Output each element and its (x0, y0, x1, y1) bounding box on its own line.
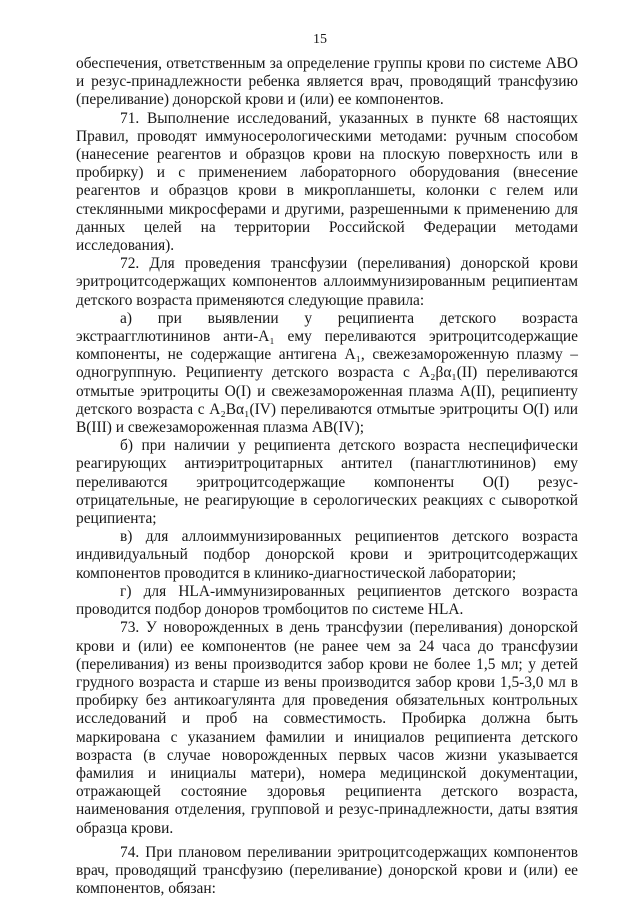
paragraph-71: 71. Выполнение исследований, указанных в пункте 68 настоящих Правил, проводят иммуносерологическими методами: ручным способом (нанесение реагентов и образцов крови на плоскую поверхность или в пробирку) и с применением лабораторного оборудования (внесение реагентов и образцов крови в микропланшеты, колонки с гелем или стеклянными микросферами и другими, разрешенными к применению для данных целей на территории Российской Федерации методами исследования). (76, 109, 578, 255)
paragraph-74: 74. При плановом переливании эритроцитсодержащих компонентов врач, проводящий трансфузию (переливание) донорской крови и (или) ее компонентов, обязан: (76, 843, 578, 898)
paragraph-continuation: обеспечения, ответственным за определение группы крови по системе АВО и резус-принадлежности ребенка является врач, проводящий трансфузию (переливание) донорской крови и (или) ее компонентов. (76, 55, 578, 109)
page-number: 15 (313, 32, 327, 47)
paragraph-72-a: а) при выявлении у реципиента детского возраста экстраагглютининов анти-A₁ ему переливаются эритроцитсодержащие компоненты, не содержащие антигена A₁, свежезамороженную плазму – одногруппную. Реципиенту детского возраста с A₂βα₁(II) переливаются отмытые эритроциты O(I) и свежезамороженная плазма A(II), реципиенту детского возраста с A₂Bα₁(IV) переливаются отмытые эритроциты O(I) или B(III) и свежезамороженная плазма AB(IV); (76, 309, 578, 437)
paragraph-72-v: в) для аллоиммунизированных реципиентов детского возраста индивидуальный подбор донорской крови и эритроцитсодержащих компонентов проводится в клинико-диагностической лаборатории; (76, 528, 578, 582)
paragraph-72-g: г) для HLA-иммунизированных реципиентов детского возраста проводится подбор доноров тромбоцитов по системе HLA. (76, 582, 578, 619)
paragraph-72-b: б) при наличии у реципиента детского возраста неспецифически реагирующих антиэритроцитарных антител (панагглютининов) ему переливаются эритроцитсодержащие компоненты O(I) резус-отрицательные, не реагирующие в серологических реакциях с сывороткой реципиента; (76, 437, 578, 528)
page-body (76, 55, 578, 898)
paragraph-73: 73. У новорожденных в день трансфузии (переливания) донорской крови и (или) ее компонентов (не ранее чем за 24 часа до трансфузии (переливания) из вены производится забор крови не более 1,5 мл; у детей грудного возраста и старше из вены производится забор крови 1,5-3,0 мл в пробирку без антикоагулянта для проведения обязательных контрольных исследований и проб на совместимость. Пробирка должна быть маркирована с указанием фамилии и инициалов реципиента детского возраста (в случае новорожденных первых часов жизни указывается фамилия и инициалы матери), номера медицинской документации, отражающей состояние здоровья реципиента детского возраста, наименования отделения, групповой и резус-принадлежности, даты взятия образца крови. (76, 619, 578, 837)
paragraph-72: 72. Для проведения трансфузии (переливания) донорской крови эритроцитсодержащих компонентов аллоиммунизированным реципиентам детского возраста применяются следующие правила: (76, 255, 578, 309)
